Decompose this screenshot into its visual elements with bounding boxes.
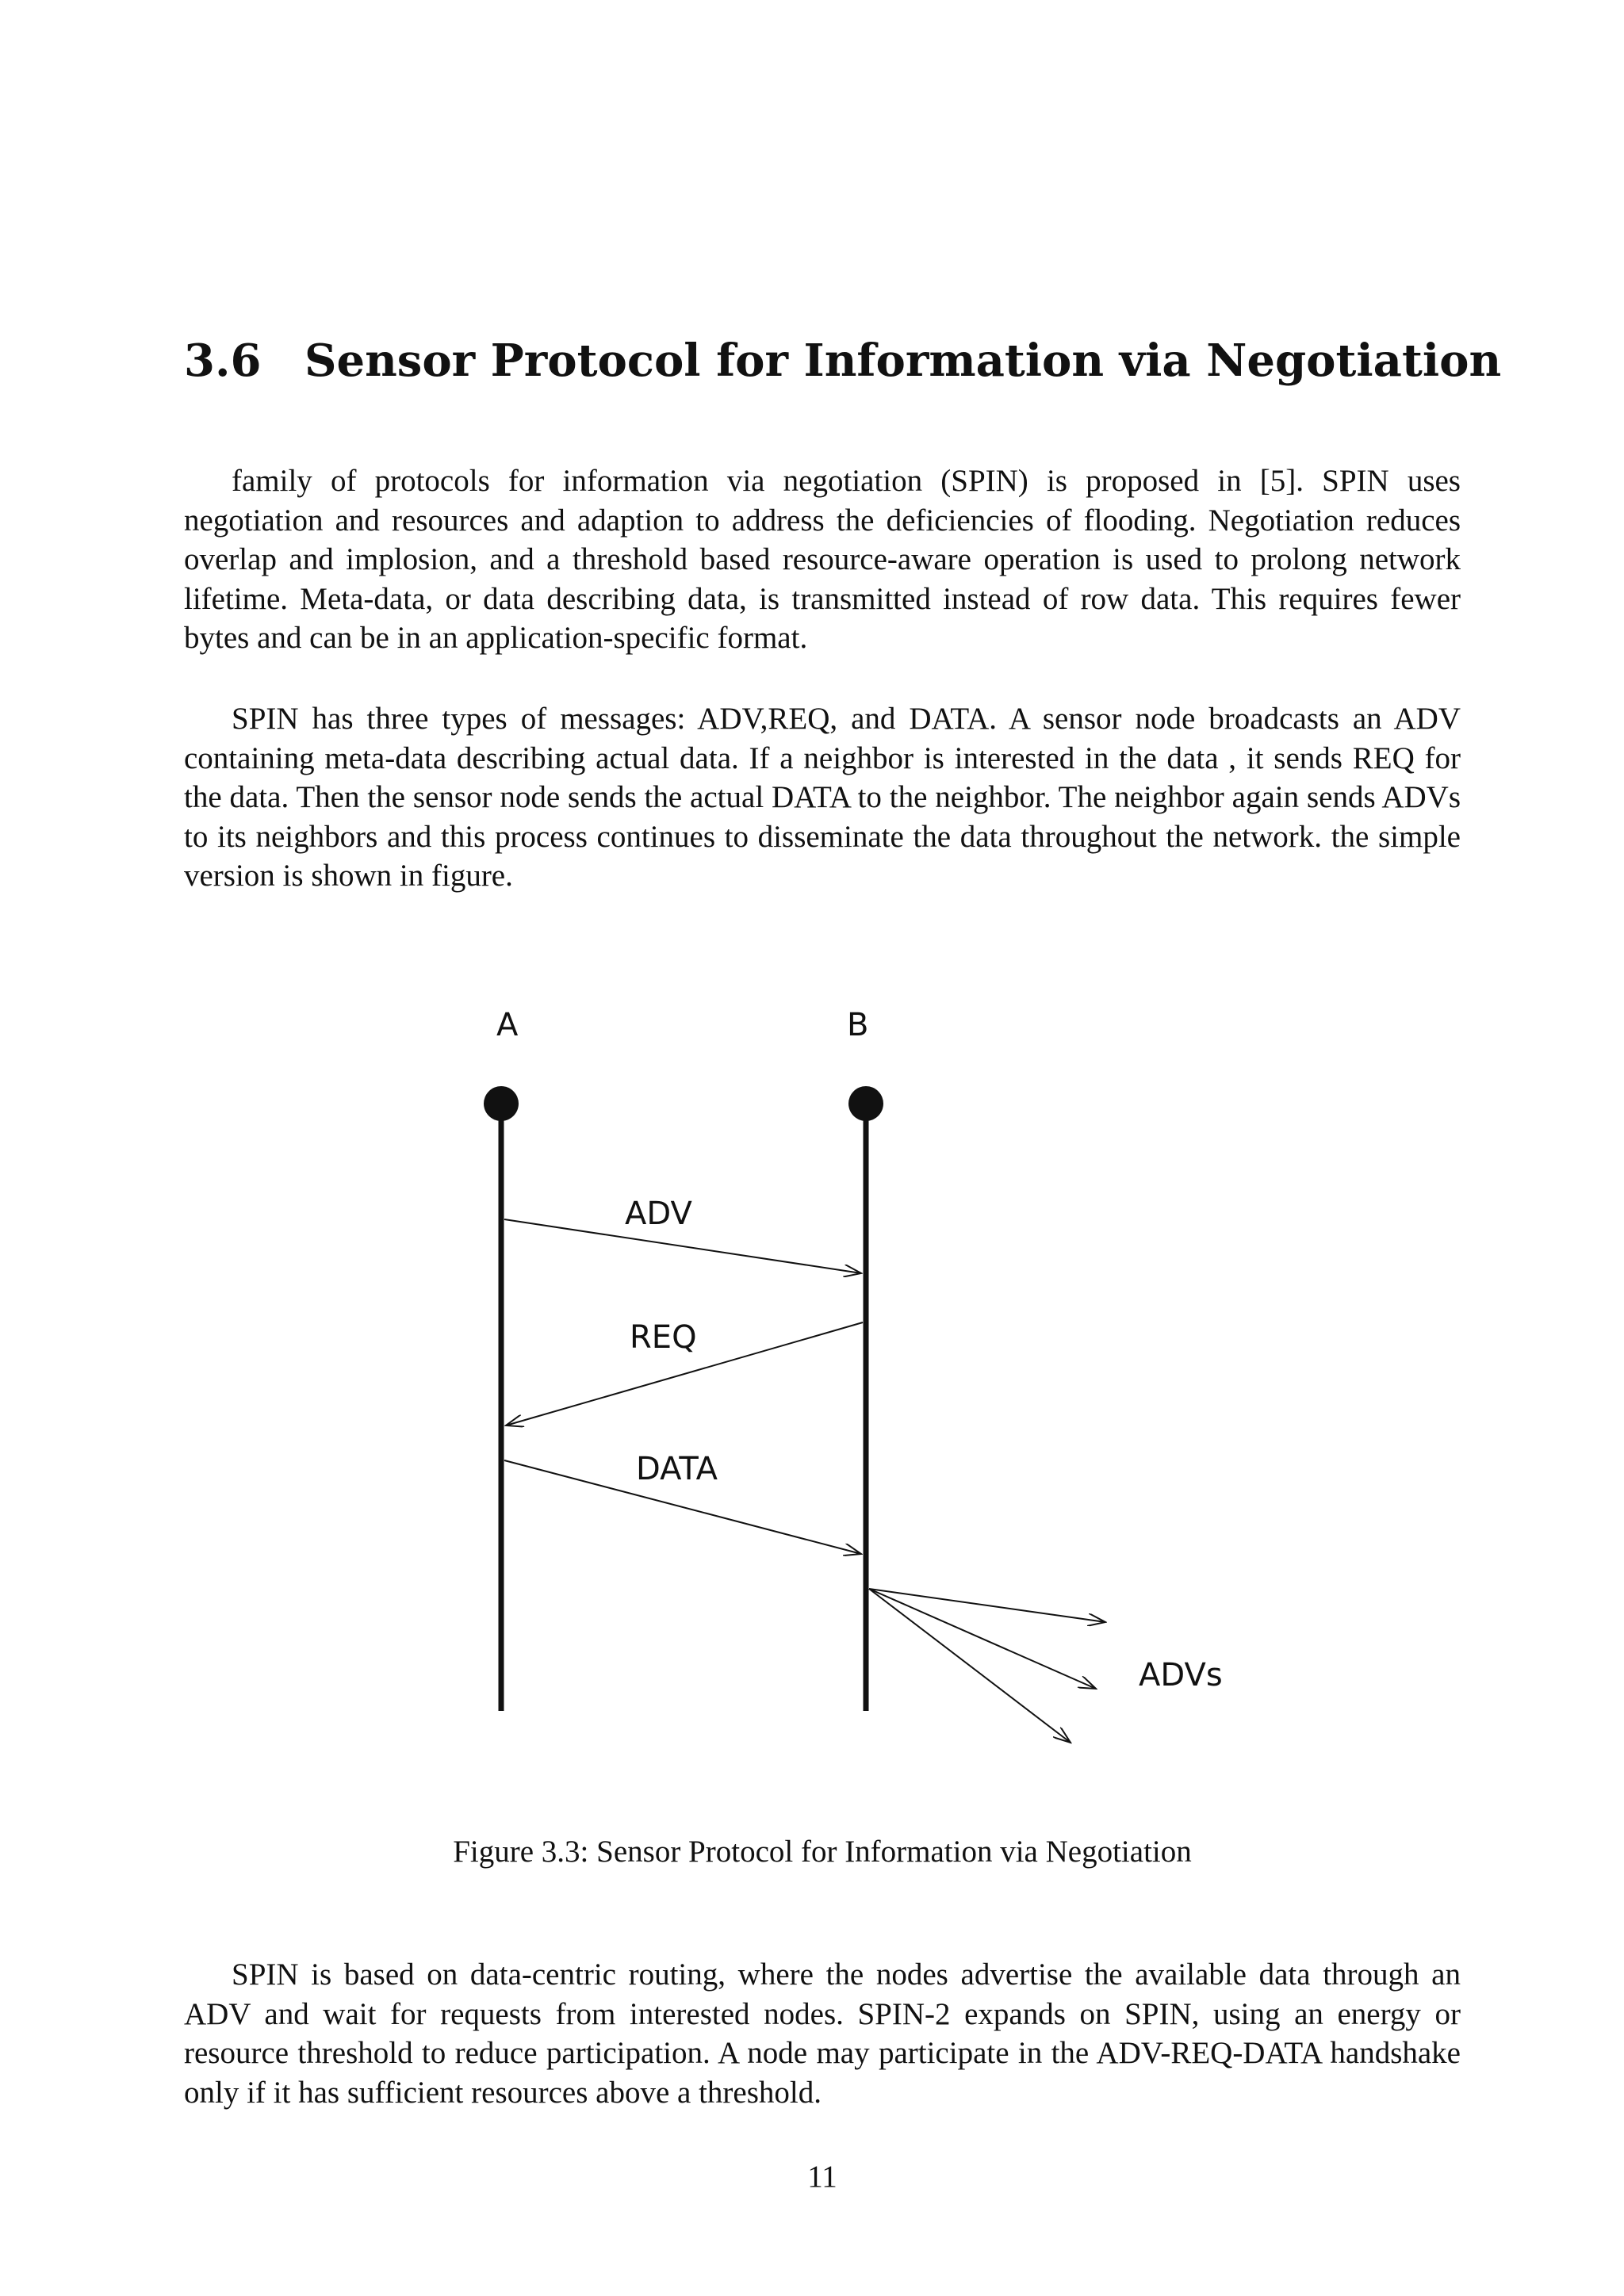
section-number: 3.6 [184, 335, 262, 387]
section-title: Sensor Protocol for Information via Negotiation [304, 335, 1502, 387]
node-a-label: A [496, 1007, 519, 1043]
paragraph-spin-messages: SPIN has three types of messages: ADV,REQ, and DATA. A sensor node broadcasts an ADV containing meta-data describing actual data. If a neighbor is interested in the data , it sends REQ for the data. Then the sensor node sends the actual DATA to the neighbor. The neighbor again sends ADVs to its neighbors and this process continues to disseminate the data throughout the network. the simple version is shown in figure. [184, 702, 1461, 893]
page-number: 11 [807, 2160, 837, 2194]
diagram-canvas [444, 999, 1277, 1760]
paragraph-spin-intro: family of protocols for information via negotiation (SPIN) is proposed in [5]. SPIN uses negotiation and resources and adaption to address the deficiencies of flooding. Negotiation reduces overlap and implosion, and a threshold based resource-aware operation is used to prolong network lifetime. Meta-data, or data describing data, is transmitted instead of row data. This requires fewer bytes and can be in an application-specific format. [184, 464, 1461, 655]
req-label: REQ [630, 1319, 697, 1356]
paragraph-spin-2: SPIN is based on data-centric routing, where the nodes advertise the available data through an ADV and wait for requests from interested nodes. SPIN-2 expands on SPIN, using an energy or resource threshold to reduce participation. A node may participate in the ADV-REQ-DATA handshake only if it has sufficient resources above a threshold. [184, 1957, 1461, 2110]
node-b-label: B [847, 1007, 869, 1043]
spin-sequence-diagram [444, 999, 1277, 1760]
data-label: DATA [636, 1451, 718, 1487]
advs-label: ADVs [1139, 1657, 1223, 1693]
adv-label: ADV [625, 1196, 692, 1232]
advs-arrow-2 [869, 1589, 1096, 1689]
section-heading [184, 333, 1502, 388]
advs-arrow-1 [869, 1589, 1105, 1622]
advs-arrow-3 [869, 1589, 1071, 1743]
figure-caption: Figure 3.3: Sensor Protocol for Information via Negotiation [453, 1835, 1192, 1869]
